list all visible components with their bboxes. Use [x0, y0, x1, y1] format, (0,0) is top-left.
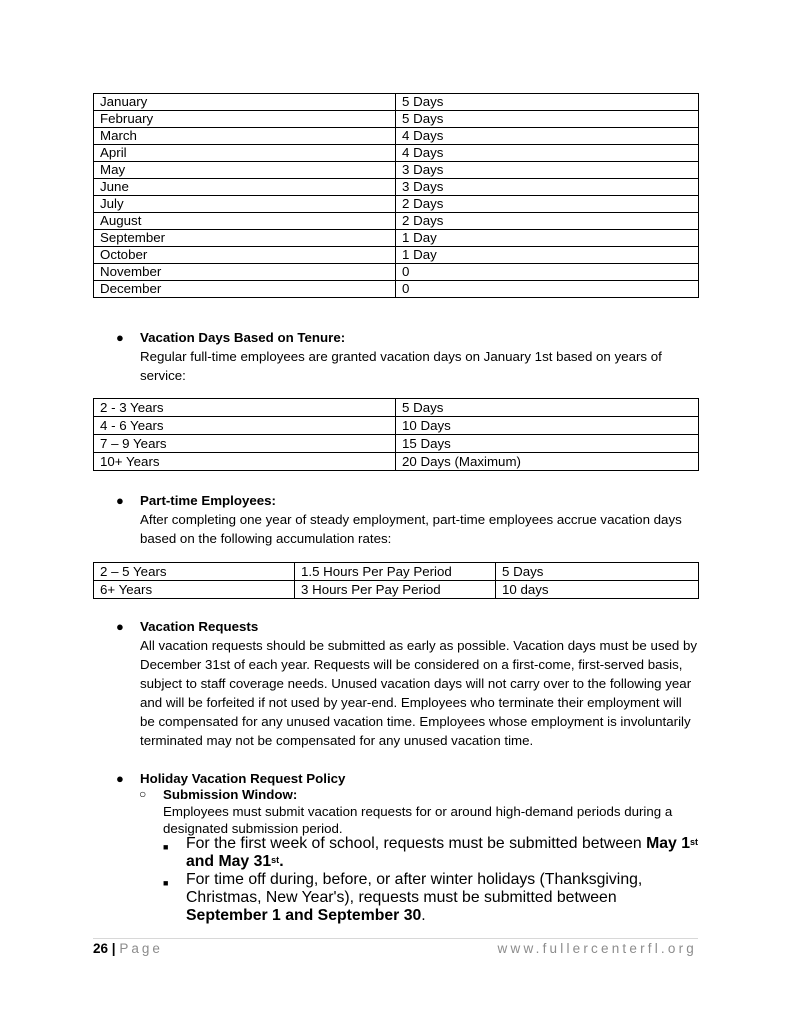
tenure-row	[94, 435, 699, 453]
first-week-end-date: and May 31	[186, 853, 272, 870]
vacation-requests-text: All vacation requests should be submitted as early as possible. Vacation days must be used by December 31st of each year. Requests will be considered on a first-come, first-served basis, subject to staff coverage needs. Unused vacation days will not carry over to the following year and will be forfeited if not used by year-end. Employees who terminate their employment will be compensated for any unused vacation time. Employees whose employment is involuntarily terminated may not be compensated for any unused vacation time.	[140, 638, 698, 748]
month-row	[94, 281, 699, 298]
table-cell-years: 10+ Years	[94, 453, 396, 471]
table-cell-days: 15 Days	[396, 435, 699, 453]
sentence-end: .	[421, 907, 426, 924]
table-cell-rate: 3 Hours Per Pay Period	[295, 581, 496, 599]
table-cell-days: 5 Days	[396, 399, 699, 417]
table-cell-days: 1 Day	[396, 247, 699, 264]
table-cell-month: February	[94, 111, 396, 128]
table-cell-month: April	[94, 145, 396, 162]
holiday-policy-heading: Holiday Vacation Request Policy	[140, 771, 346, 786]
part-time-description: After completing one year of steady employment, part-time employees accrue vacation days based on the following accumulation rates:	[140, 512, 682, 546]
table-cell-month: July	[94, 196, 396, 213]
part-time-heading: Part-time Employees:	[140, 493, 276, 508]
monthly-vacation-table	[93, 93, 699, 298]
ordinal-suffix: st	[690, 837, 699, 847]
footer-divider	[93, 938, 698, 939]
table-cell-days: 4 Days	[396, 128, 699, 145]
month-row	[94, 145, 699, 162]
table-cell-month: June	[94, 179, 396, 196]
table-cell-years: 2 – 5 Years	[94, 563, 295, 581]
first-week-text: For the first week of school, requests must be submitted between	[186, 835, 647, 852]
month-row	[94, 179, 699, 196]
table-cell-days: 2 Days	[396, 196, 699, 213]
table-cell-days: 5 Days	[496, 563, 699, 581]
submission-window-text: Employees must submit vacation requests for or around high-demand periods during a designated submission period.	[163, 804, 673, 836]
footer-separator: |	[111, 941, 116, 956]
part-time-row	[94, 581, 699, 599]
winter-holidays-dates: September 1 and September 30	[186, 907, 422, 924]
table-cell-rate: 1.5 Hours Per Pay Period	[295, 563, 496, 581]
ordinal-suffix: st	[271, 855, 280, 865]
square-bullet-icon: ■	[163, 842, 169, 852]
bullet-icon: ●	[116, 771, 124, 786]
part-time-row	[94, 563, 699, 581]
table-cell-days: 0	[396, 264, 699, 281]
table-cell-days: 10 days	[496, 581, 699, 599]
page-number-label	[93, 941, 163, 956]
month-row	[94, 196, 699, 213]
table-cell-month: December	[94, 281, 396, 298]
table-cell-month: August	[94, 213, 396, 230]
table-cell-years: 2 - 3 Years	[94, 399, 396, 417]
table-cell-days: 20 Days (Maximum)	[396, 453, 699, 471]
month-row	[94, 94, 699, 111]
table-cell-month: October	[94, 247, 396, 264]
submission-window-heading: Submission Window:	[163, 787, 298, 802]
first-week-start-date: May 1	[646, 835, 690, 852]
table-cell-days: 4 Days	[396, 145, 699, 162]
table-cell-days: 5 Days	[396, 94, 699, 111]
bullet-icon: ●	[116, 619, 124, 634]
table-cell-days: 0	[396, 281, 699, 298]
sentence-end: .	[279, 853, 284, 870]
winter-holidays-text: For time off during, before, or after winter holidays (Thanksgiving, Christmas, New Year's), requests must be submitted between	[186, 871, 643, 906]
table-cell-month: November	[94, 264, 396, 281]
bullet-icon: ●	[116, 493, 124, 508]
table-cell-month: September	[94, 230, 396, 247]
table-cell-month: March	[94, 128, 396, 145]
table-cell-days: 2 Days	[396, 213, 699, 230]
table-cell-month: January	[94, 94, 396, 111]
table-cell-days: 3 Days	[396, 179, 699, 196]
square-bullet-icon: ■	[163, 878, 169, 888]
month-row	[94, 213, 699, 230]
month-row	[94, 264, 699, 281]
table-cell-years: 6+ Years	[94, 581, 295, 599]
table-cell-month: May	[94, 162, 396, 179]
page-label: Page	[119, 941, 163, 956]
tenure-row	[94, 399, 699, 417]
table-cell-days: 3 Days	[396, 162, 699, 179]
month-row	[94, 111, 699, 128]
table-cell-days: 5 Days	[396, 111, 699, 128]
bullet-icon: ●	[116, 330, 124, 345]
table-cell-years: 7 – 9 Years	[94, 435, 396, 453]
tenure-row	[94, 417, 699, 435]
table-cell-years: 4 - 6 Years	[94, 417, 396, 435]
page-number: 26	[93, 941, 109, 956]
month-row	[94, 128, 699, 145]
vacation-requests-heading: Vacation Requests	[140, 619, 259, 634]
tenure-description: Regular full-time employees are granted vacation days on January 1st based on years of service:	[140, 349, 662, 383]
tenure-row	[94, 453, 699, 471]
part-time-table	[93, 562, 699, 599]
website-url: www.fullercenterfl.org	[497, 941, 697, 956]
table-cell-days: 10 Days	[396, 417, 699, 435]
circle-bullet-icon: ○	[139, 787, 147, 801]
tenure-table	[93, 398, 699, 471]
tenure-heading: Vacation Days Based on Tenure:	[140, 330, 346, 345]
month-row	[94, 230, 699, 247]
month-row	[94, 247, 699, 264]
table-cell-days: 1 Day	[396, 230, 699, 247]
month-row	[94, 162, 699, 179]
